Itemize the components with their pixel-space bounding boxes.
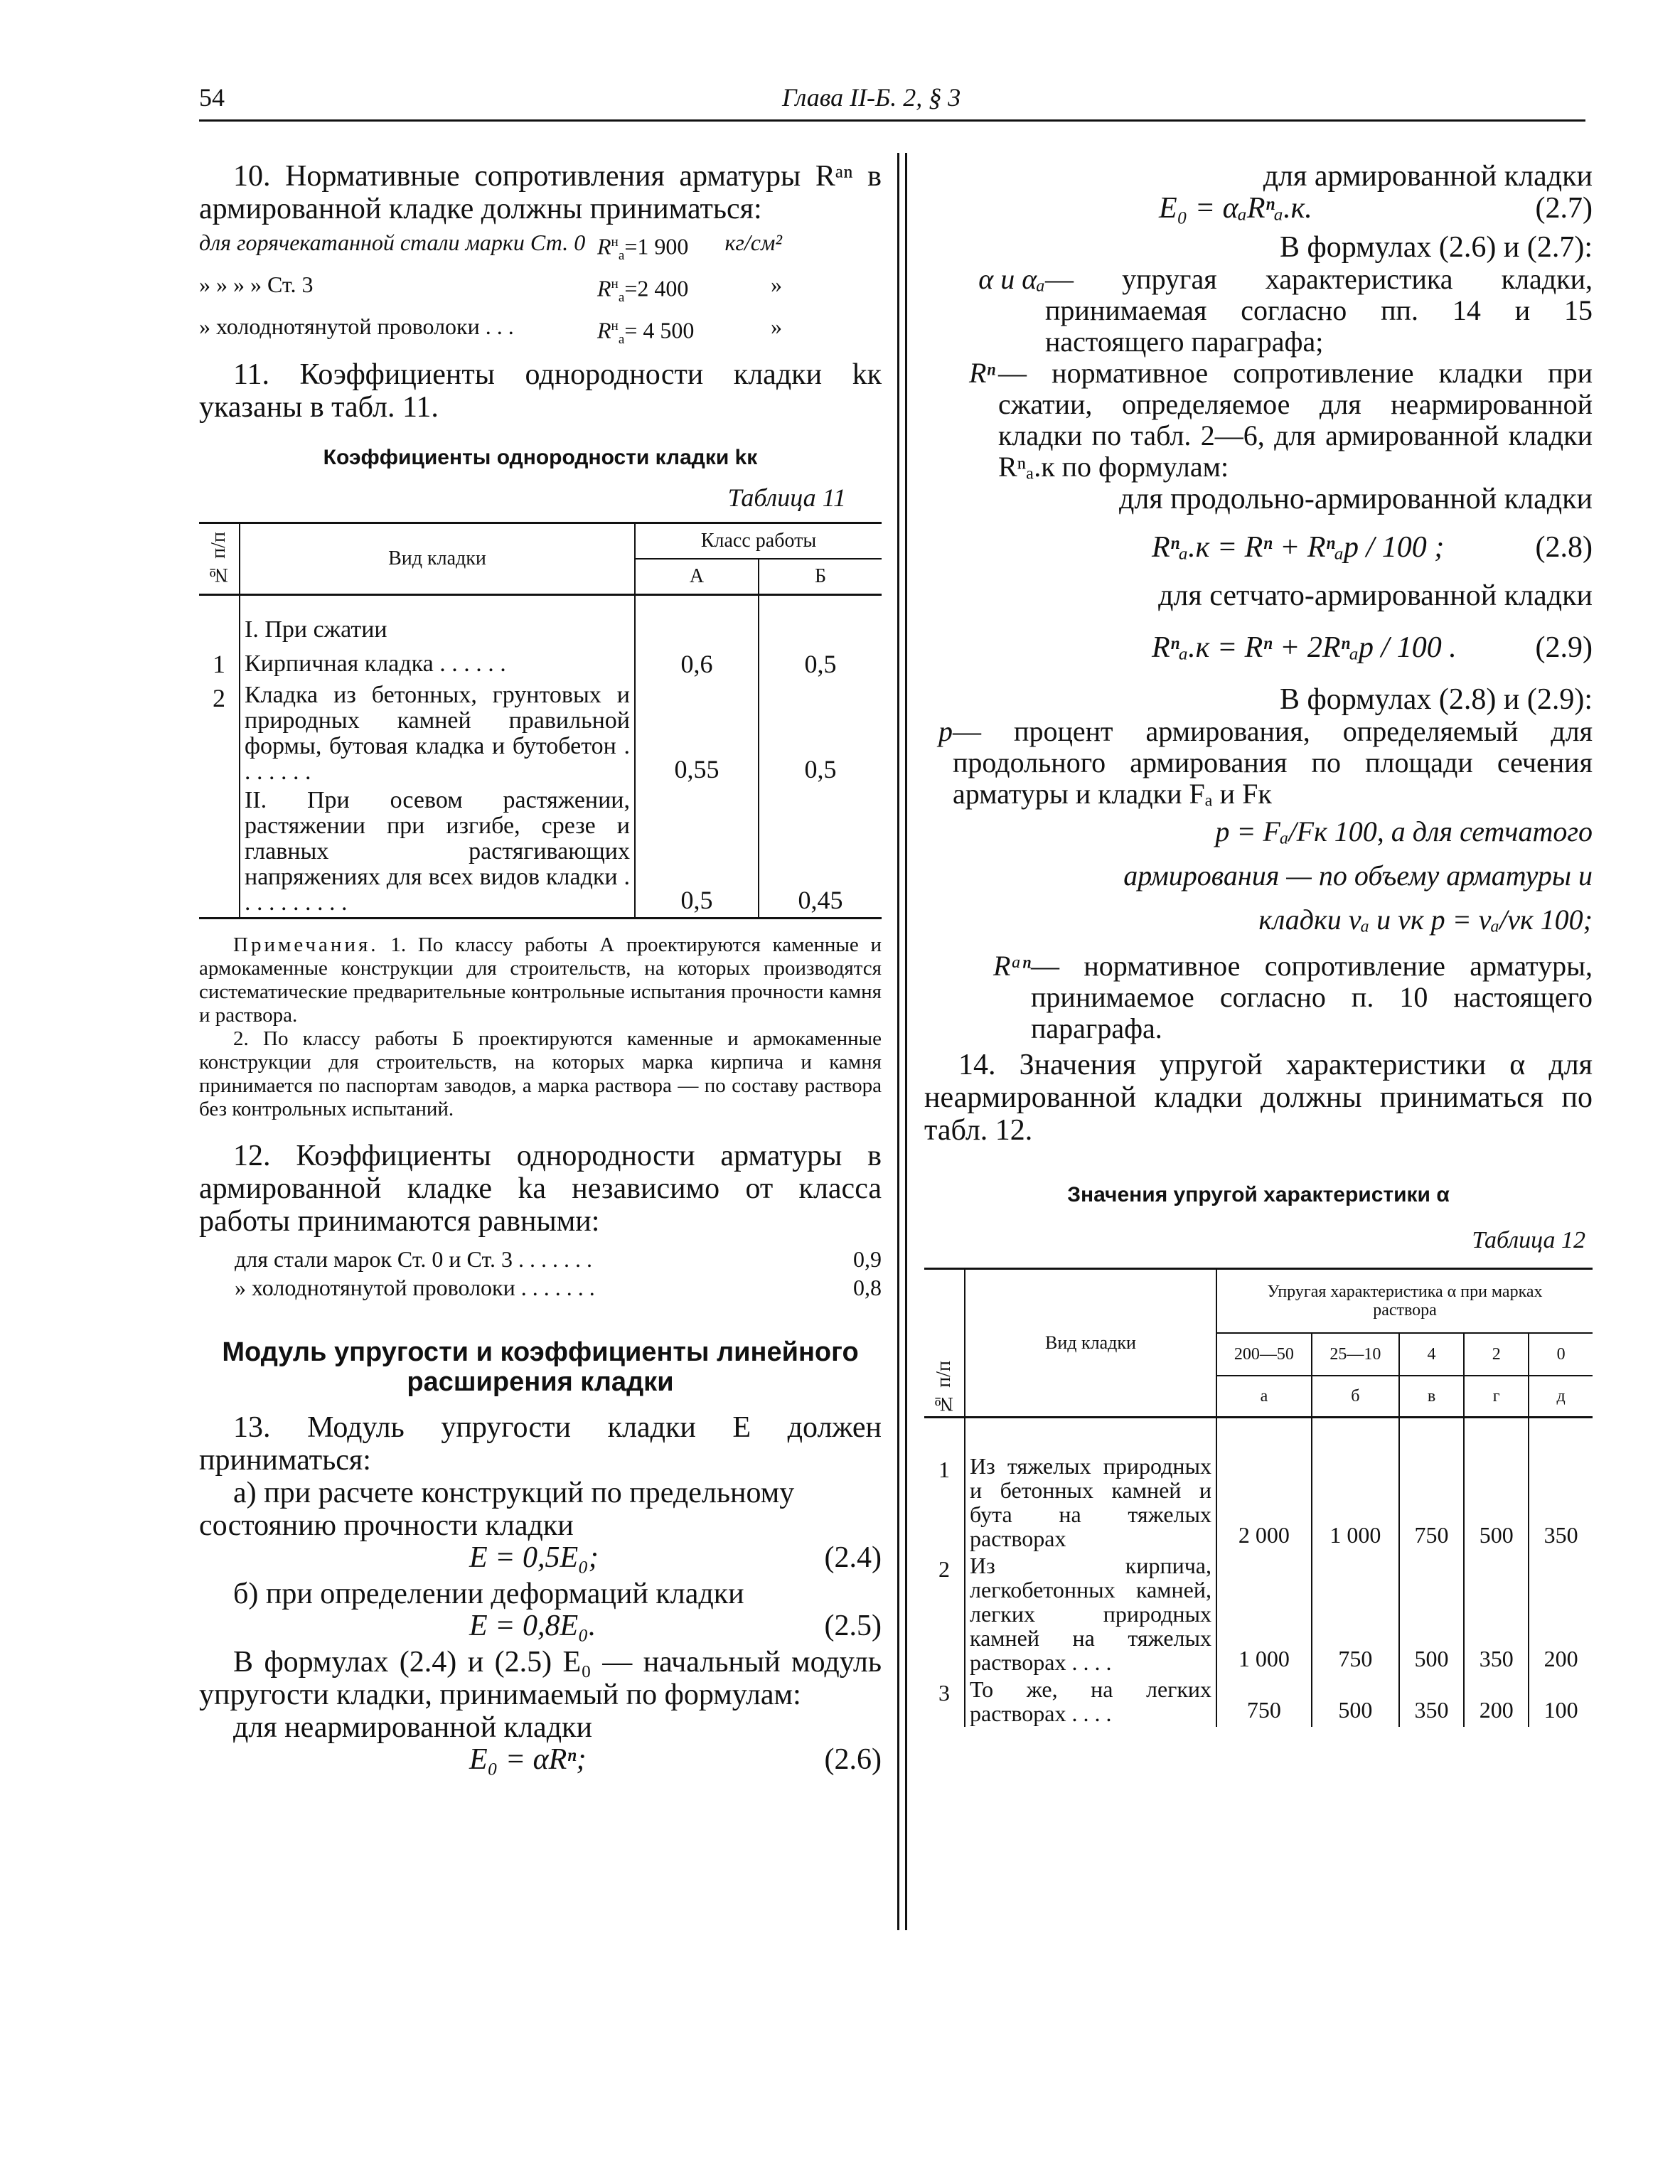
table-row: 1 Кирпичная кладка . . . . . . 0,6 0,5 bbox=[199, 647, 882, 681]
paragraph-13c: В формулах (2.4) и (2.5) E₀ — начальный модуль упругости кладки, принимаемый по формулам: bbox=[199, 1646, 882, 1712]
section-title: Модуль упругости и коэффициенты линейного расширения кладки bbox=[222, 1337, 859, 1398]
table-11-title: Коэффициенты однородности кладки kк bbox=[323, 446, 758, 470]
running-header bbox=[199, 77, 1585, 122]
paragraph-mesh: для сетчато-армированной кладки bbox=[1158, 579, 1593, 612]
table-header-cell: б bbox=[1312, 1376, 1399, 1418]
table-11-label: Таблица 11 bbox=[727, 483, 846, 513]
table-header-cell: № п/п bbox=[199, 523, 240, 595]
note-2: 2. По классу работы Б проектируются каменные и армокаменные конструкции для строительств, на которых марка кирпича и камня принимается по паспортам заводов, а марка раствора — по составу раствора без контрольных испытаний. bbox=[199, 1027, 882, 1121]
running-title: Глава II-Б. 2, § 3 bbox=[782, 83, 961, 112]
paragraph-13d: для неармированной кладки bbox=[233, 1711, 592, 1745]
table-header-cell: № п/п bbox=[924, 1269, 965, 1418]
table-header-cell: д bbox=[1529, 1376, 1593, 1418]
note-1: Примечания. 1. По классу работы А проектируются каменные и армокаменные конструкции для строительств, на которых производятся систематические предварительные контрольные испытания прочности камня и раствора. bbox=[199, 933, 882, 1027]
formula-2-9: Rⁿₐ.к = Rⁿ + 2Rⁿₐp / 100 . (2.9) bbox=[1152, 631, 1593, 664]
table-header-cell: Упругая характеристика α при марках раствора bbox=[1216, 1269, 1593, 1334]
table-row: 1 Из тяжелых природных и бетонных камней и бута на тяжелых растворах 2 000 1 000 750 500 350 bbox=[924, 1418, 1593, 1553]
definition-alpha: α и αₐ — упругая характеристика кладки, принимаемая согласно пп. 14 и 15 настоящего параграфа; bbox=[978, 263, 1593, 358]
formula-2-6: E₀ = αRⁿ; (2.6) bbox=[469, 1743, 882, 1777]
table-row: II. При осевом растяжении, растяжении при изгибе, срезе и главных растягивающих напряжениях для всех видов кладки . . . . . . . . . . 0,5 0,45 bbox=[199, 786, 882, 919]
formula-2-5: E = 0,8E₀. (2.5) bbox=[469, 1610, 882, 1643]
table-row: 2 Кладка из бетонных, грунтовых и природных камней правильной формы, бутовая кладка и бутобетон . . . . . . . 0,55 0,5 bbox=[199, 681, 882, 786]
rebar-homogeneity-list bbox=[199, 1245, 882, 1302]
paragraph-13: 13. Модуль упругости кладки E должен приниматься: bbox=[199, 1411, 882, 1477]
rebar-resistance-list bbox=[199, 228, 882, 354]
table-header-cell: в bbox=[1399, 1376, 1464, 1418]
table-header-cell: А bbox=[635, 559, 759, 595]
table-header-cell: 0 bbox=[1529, 1333, 1593, 1376]
definition-p: p — процент армирования, определяемый для продольного армирования по площади сечения арматуры и кладки Fₐ и Fк bbox=[938, 715, 1593, 810]
paragraph-longitudinal: для продольно-армированной кладки bbox=[1119, 483, 1593, 515]
table-header-cell: 25—10 bbox=[1312, 1333, 1399, 1376]
table-header-cell: Вид кладки bbox=[240, 523, 635, 595]
paragraph-14: 14. Значения упругой характеристики α для неармированной кладки должны приниматься по табл. 12. bbox=[924, 1049, 1593, 1147]
table-header-cell: 2 bbox=[1464, 1333, 1529, 1376]
formula-value: $R^н_а=1$ 900 bbox=[597, 233, 689, 264]
table-header-cell: 200—50 bbox=[1216, 1333, 1312, 1376]
column-divider bbox=[897, 153, 907, 1930]
table-11-notes bbox=[199, 933, 882, 1121]
table-header-cell: 4 bbox=[1399, 1333, 1464, 1376]
table-row: I. При сжатии bbox=[199, 595, 882, 648]
left-column bbox=[199, 160, 882, 1779]
table-header-cell: Б bbox=[759, 559, 882, 595]
list-item: » холоднотянутой проволоки . . . $R^н_а= 4$ 500 » bbox=[199, 312, 882, 354]
paragraph-11: 11. Коэффициенты однородности кладки kк указаны в табл. 11. bbox=[199, 358, 882, 424]
table-12-label: Таблица 12 bbox=[1472, 1227, 1585, 1253]
paragraph-in-formulas-1: В формулах (2.6) и (2.7): bbox=[1279, 231, 1593, 264]
paragraph-12: 12. Коэффициенты однородности арматуры в армированной кладке kа независимо от класса работы принимаются равными: bbox=[199, 1140, 882, 1238]
list-item: для стали марок Ст. 0 и Ст. 3 . . . . . . . 0,9 bbox=[235, 1246, 882, 1273]
formula-2-7: E₀ = αₐRⁿₐ.к. (2.7) bbox=[1159, 192, 1593, 225]
table-row: 3 То же, на легких растворах . . . . 750 500 350 200 100 bbox=[924, 1676, 1593, 1727]
table-header-cell: г bbox=[1464, 1376, 1529, 1418]
definition-rn: Rⁿ — нормативное сопротивление кладки при сжатии, определяемое для неармированной кладки по табл. 2—6, для армированной кладки Rⁿₐ.к по формулам: bbox=[968, 357, 1593, 483]
table-header-cell: а bbox=[1216, 1376, 1312, 1418]
formula-value: $R^н_а=2$ 400 bbox=[597, 275, 689, 306]
paragraph-13b: б) при определении деформаций кладки bbox=[233, 1578, 744, 1611]
formula-2-8: Rⁿₐ.к = Rⁿ + Rⁿₐp / 100 ; (2.8) bbox=[1152, 531, 1593, 564]
paragraph-reinforced: для армированной кладки bbox=[1263, 160, 1593, 193]
table-header-cell: Класс работы bbox=[635, 523, 882, 560]
definition-p-formula: p = Fₐ/Fк 100, а для сетчатого армирования — по объему арматуры и кладки vₐ и vк p = vₐ/vк 100; bbox=[1123, 815, 1593, 936]
formula-2-4: E = 0,5E₀; (2.4) bbox=[469, 1541, 882, 1575]
definition-ra: Rᵃⁿ — нормативное сопротивление арматуры, принимаемое согласно п. 10 настоящего параграфа. bbox=[993, 950, 1593, 1044]
right-column bbox=[924, 160, 1593, 1727]
table-header-cell: Вид кладки bbox=[965, 1269, 1216, 1418]
list-item: » холоднотянутой проволоки . . . . . . . 0,8 bbox=[235, 1275, 882, 1301]
paragraph-in-formulas-2: В формулах (2.8) и (2.9): bbox=[1279, 683, 1593, 716]
table-12-title: Значения упругой характеристики α bbox=[1067, 1183, 1450, 1206]
paragraph-13a: а) при расчете конструкций по предельному состоянию прочности кладки bbox=[199, 1477, 795, 1543]
list-item: » » » » Ст. 3 $R^н_а=2$ 400 » bbox=[199, 270, 882, 312]
table-11 bbox=[199, 522, 882, 919]
formula-value: $R^н_а= 4$ 500 bbox=[597, 317, 695, 348]
table-row: 2 Из кирпича, легкобетонных камней, легких природных камней на тяжелых растворах . . . . 1 000 750 500 350 200 bbox=[924, 1552, 1593, 1676]
paragraph-10: 10. Нормативные сопротивления арматуры Rᵃⁿ в армированной кладке должны приниматься: bbox=[199, 160, 882, 225]
list-item: для горячекатанной стали марки Ст. 0 $R^н_а=1$ 900 кг/см² bbox=[199, 228, 882, 270]
table-12 bbox=[924, 1268, 1593, 1727]
page-number: 54 bbox=[199, 83, 225, 112]
